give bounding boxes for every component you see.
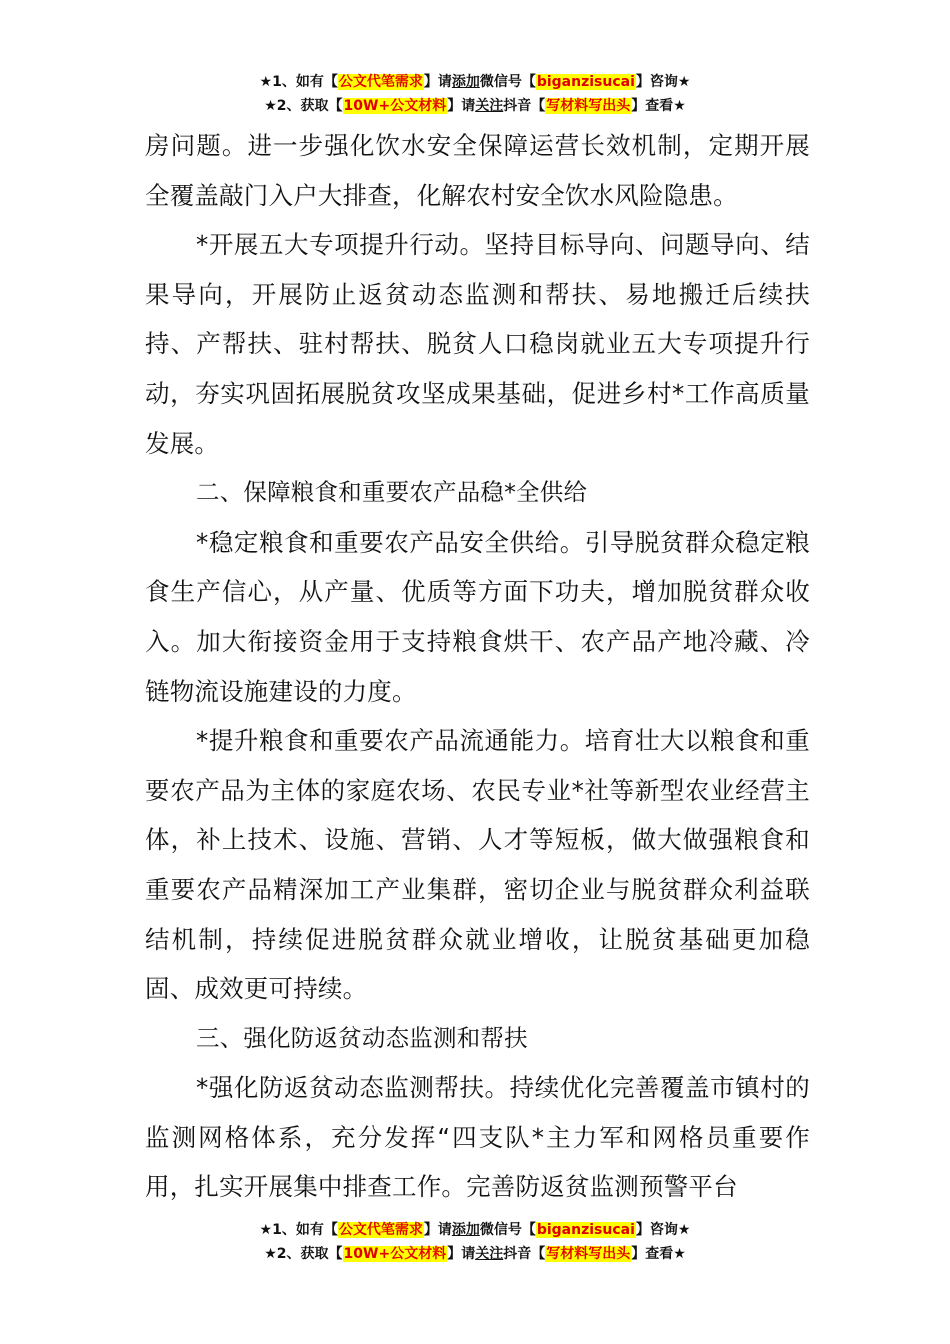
- promo-text: 2、获取【: [276, 98, 343, 114]
- promo-underlined: 关注: [475, 1246, 504, 1262]
- body-paragraph: *提升粮食和重要农产品流通能力。培育壮大以粮食和重要农产品为主体的家庭农场、农民专业*社等新型农业经营主体，补上技术、设施、营销、人才等短板，做大做强粮食和重要农产品精深加工产业集群，密切企业与脱贫群众利益联结机制，持续促进脱贫群众就业增收，让脱贫基础更加稳固、成效更可持续。: [145, 726, 810, 1004]
- body-paragraph: *稳定粮食和重要农产品安全供给。引导脱贫群众稳定粮食生产信心，从产量、优质等方面下功夫，增加脱贫群众收入。加大衔接资金用于支持粮食烘干、农产品产地冷藏、冷链物流设施建设的力度。: [145, 527, 810, 706]
- promo-text: 】查看★: [631, 98, 686, 114]
- promo-text: 2、获取【: [276, 1246, 343, 1262]
- promo-highlight: 10W+公文材料: [343, 1246, 447, 1262]
- promo-text: 】咨询★: [635, 74, 691, 90]
- promo-text: 抖音【: [503, 1246, 546, 1262]
- promo-text: 抖音【: [503, 98, 546, 114]
- promo-underlined: 关注: [475, 98, 504, 114]
- promo-text: 微信号【: [479, 74, 536, 90]
- promo-highlight: 10W+公文材料: [343, 98, 447, 114]
- promo-highlight: 写材料写出头: [546, 1246, 631, 1262]
- promo-underlined: 添加: [451, 74, 480, 90]
- promo-text: 1、如有【: [272, 74, 338, 90]
- promo-text: 】请: [423, 1222, 452, 1238]
- promo-line-1: [0, 1218, 950, 1242]
- star-icon: ★: [259, 1222, 273, 1238]
- promo-underlined: 添加: [451, 1222, 480, 1238]
- promo-text: 】请: [423, 74, 452, 90]
- promo-banner-bottom: [0, 1218, 950, 1266]
- promo-highlight: biganzisucai: [536, 74, 635, 90]
- document-body: [145, 121, 810, 1212]
- promo-highlight: 写材料写出头: [546, 98, 631, 114]
- promo-highlight: 公文代笔需求: [338, 1222, 423, 1238]
- promo-line-1: [0, 70, 950, 94]
- star-icon: ★: [264, 98, 277, 114]
- star-icon: ★: [264, 1246, 277, 1262]
- promo-text: 】请: [447, 98, 476, 114]
- section-heading: 三、强化防返贫动态监测和帮扶: [196, 1023, 528, 1052]
- body-paragraph: 房问题。进一步强化饮水安全保障运营长效机制，定期开展全覆盖敲门入户大排查，化解农村安全饮水风险隐患。: [145, 131, 810, 210]
- promo-text: 1、如有【: [272, 1222, 338, 1238]
- body-paragraph: *强化防返贫动态监测帮扶。持续优化完善覆盖市镇村的监测网格体系，充分发挥“四支队*主力军和网格员重要作用，扎实开展集中排查工作。完善防返贫监测预警平台: [145, 1073, 810, 1202]
- promo-text: 】请: [447, 1246, 476, 1262]
- promo-text: 】查看★: [631, 1246, 686, 1262]
- body-paragraph: *开展五大专项提升行动。坚持目标导向、问题导向、结果导向，开展防止返贫动态监测和帮扶、易地搬迁后续扶持、产帮扶、驻村帮扶、脱贫人口稳岗就业五大专项提升行动，夯实巩固拓展脱贫攻坚成果基础，促进乡村*工作高质量发展。: [145, 230, 810, 458]
- promo-highlight: 公文代笔需求: [338, 74, 423, 90]
- section-heading: 二、保障粮食和重要农产品稳*全供给: [196, 478, 588, 507]
- promo-text: 】咨询★: [635, 1222, 691, 1238]
- promo-line-2: [0, 1242, 950, 1266]
- promo-line-2: [0, 94, 950, 118]
- promo-text: 微信号【: [479, 1222, 536, 1238]
- star-icon: ★: [259, 74, 273, 90]
- promo-banner-top: [0, 70, 950, 118]
- promo-highlight: biganzisucai: [536, 1222, 635, 1238]
